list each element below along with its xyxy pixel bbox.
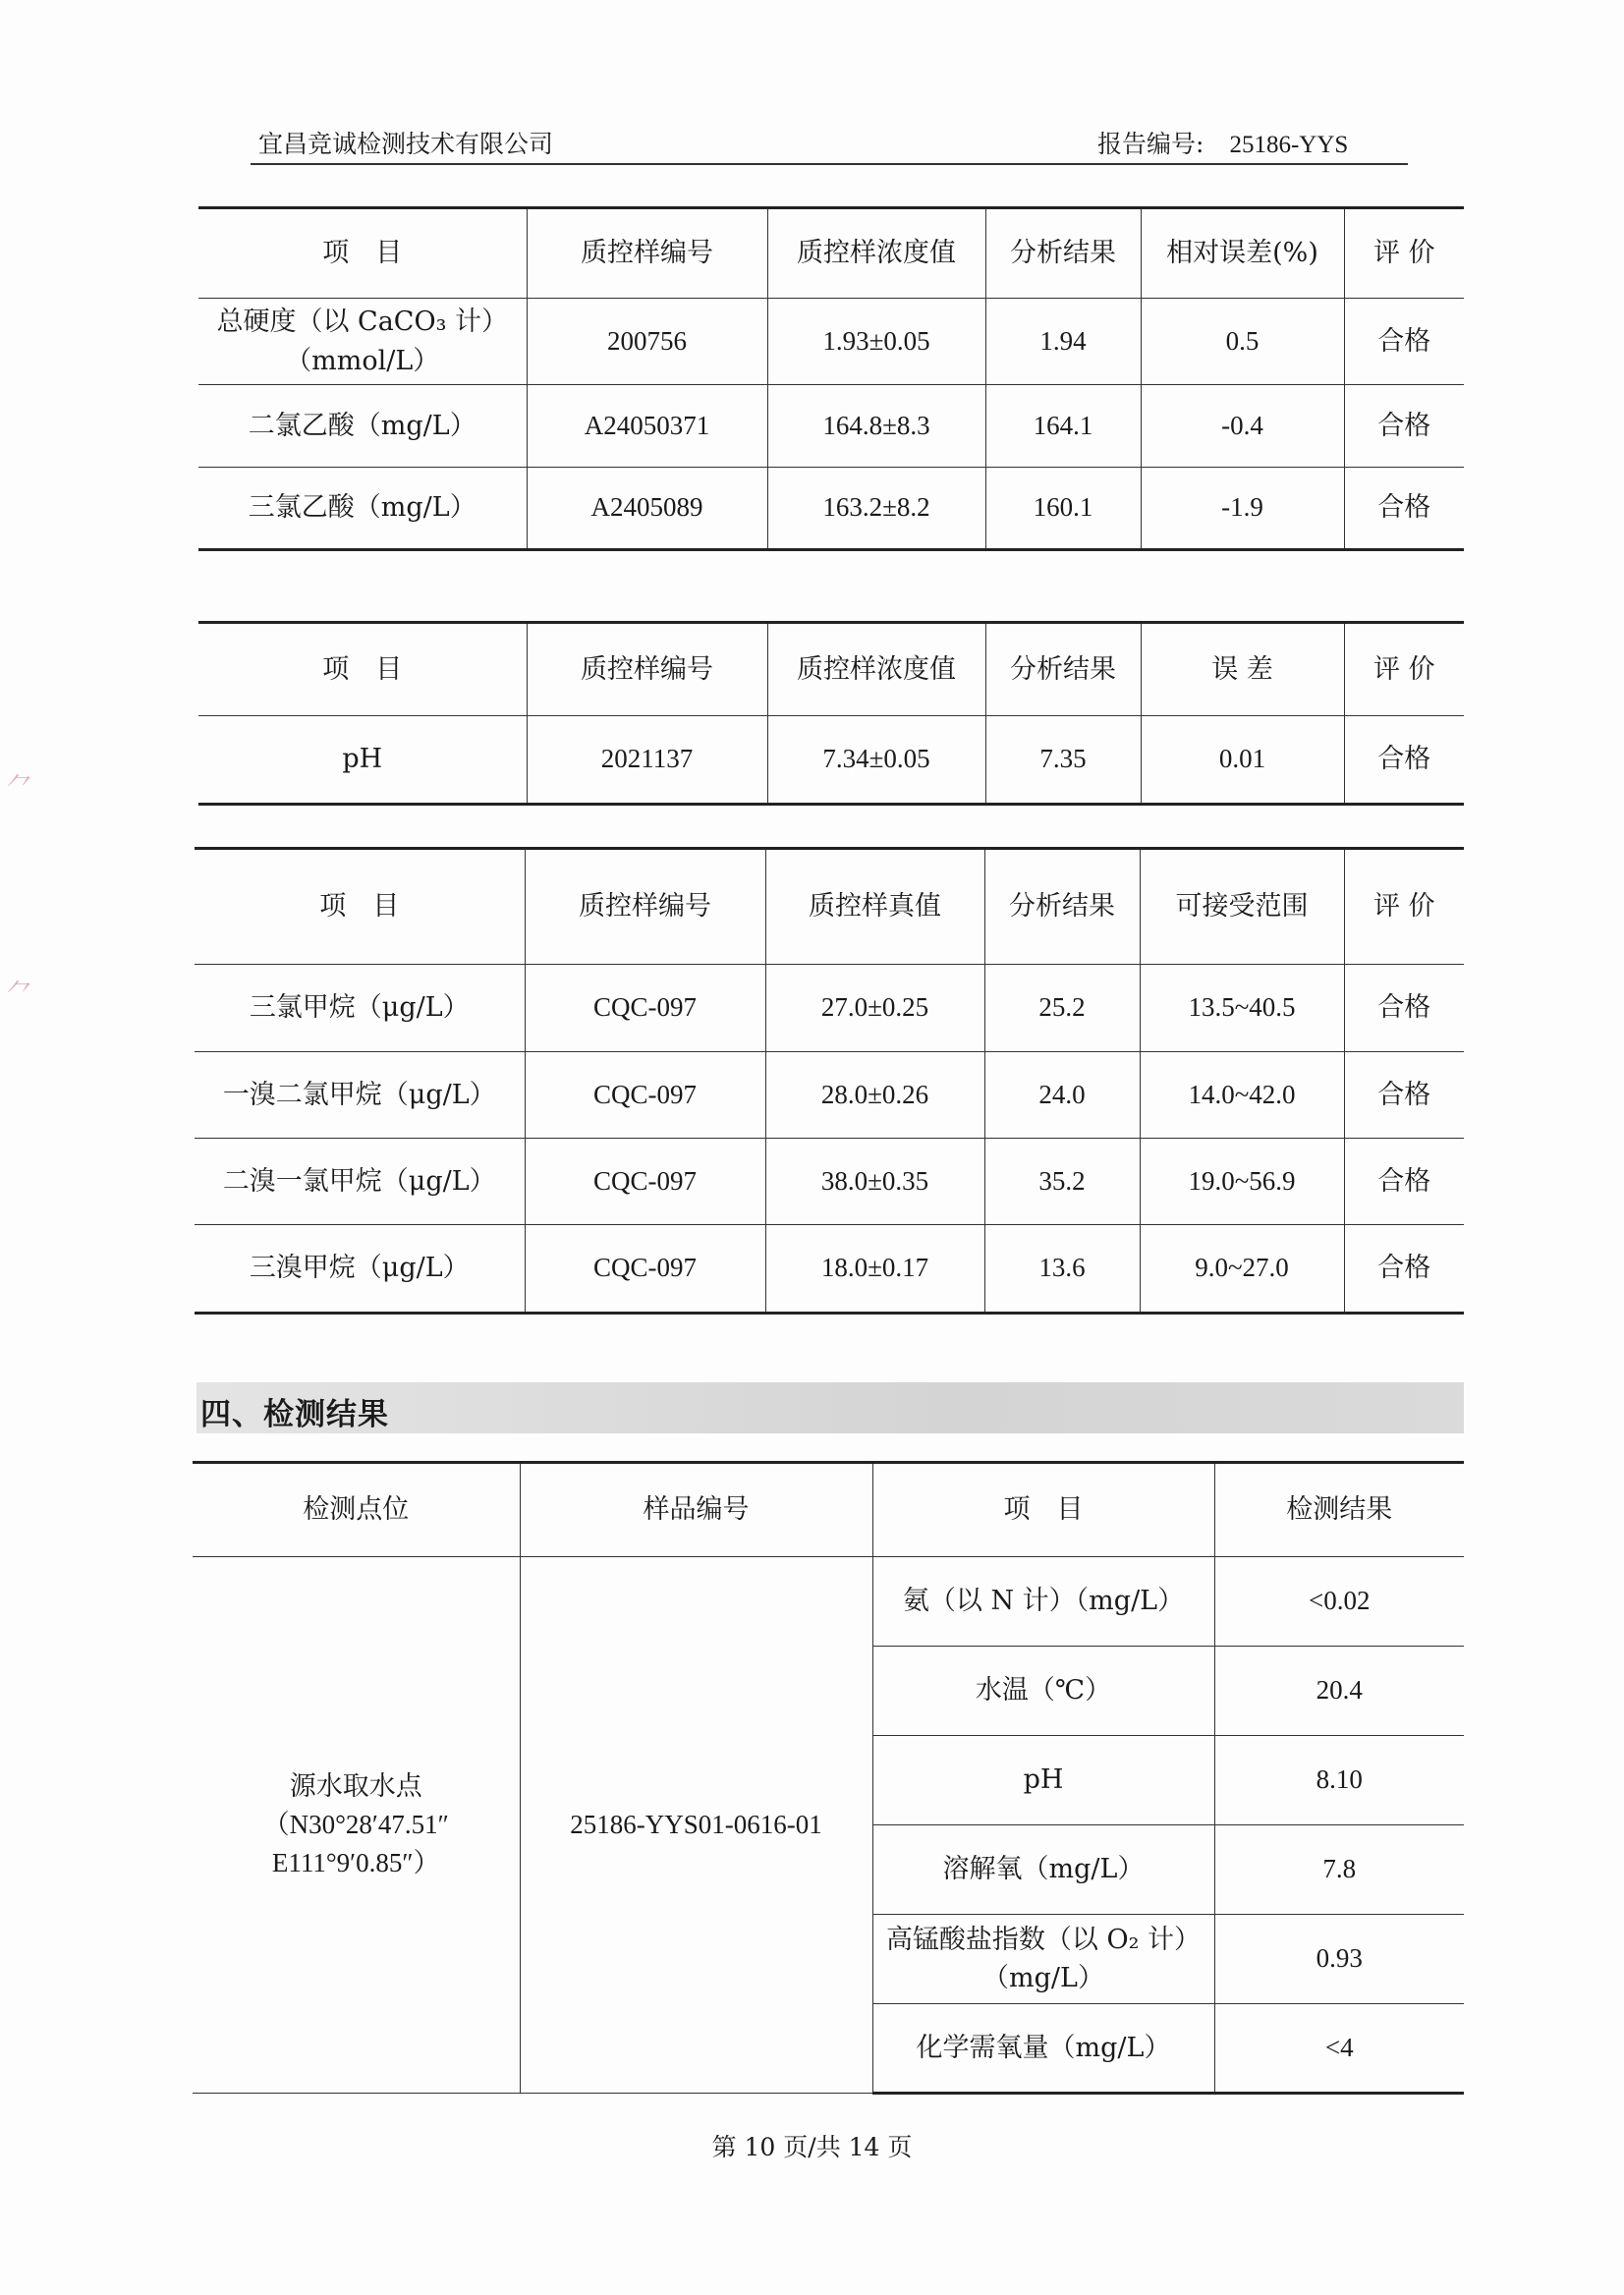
result-cell: 1.94 [985,299,1141,385]
col-result: 分析结果 [985,623,1141,716]
table-row [198,468,1464,550]
item-cell: 三溴甲烷（μg/L） [195,1225,525,1314]
table-row [198,385,1464,468]
col-eval: 评 价 [1344,849,1464,965]
qc-table-trihalomethanes [195,847,1464,1315]
table-row [195,1225,1464,1314]
table-row [195,1052,1464,1139]
item-cell: 化学需氧量（mg/L） [872,2004,1214,2094]
stamp-mark: ⺈ [6,978,34,1010]
range-cell: 14.0~42.0 [1140,1052,1344,1139]
col-item: 项 目 [195,849,525,965]
report-number-value: 25186-YYS [1229,132,1349,158]
eval-cell: 合格 [1344,716,1464,805]
result-cell: 8.10 [1214,1736,1464,1825]
col-sample-id: 样品编号 [520,1463,872,1557]
result-cell: <4 [1214,2004,1464,2094]
item-cell: 三氯乙酸（mg/L） [198,468,527,550]
item-cell: 水温（℃） [872,1647,1214,1736]
table-row [193,1557,1464,1647]
section-title: 四、检测结果 [200,1397,389,1432]
header-rule [251,163,1408,165]
qc-id-cell: CQC-097 [525,1225,765,1314]
result-cell: 13.6 [984,1225,1140,1314]
col-qc-conc: 质控样浓度值 [767,623,985,716]
col-qc-id: 质控样编号 [525,849,765,965]
qc-table-relative-error [198,206,1464,551]
eval-cell: 合格 [1344,1225,1464,1314]
qc-true-value-cell: 27.0±0.25 [765,965,984,1052]
qc-id-cell: A2405089 [527,468,767,550]
qc-id-cell: CQC-097 [525,1052,765,1139]
item-cell: 高锰酸盐指数（以 O₂ 计）（mg/L） [872,1915,1214,2004]
item-cell: 一溴二氯甲烷（μg/L） [195,1052,525,1139]
result-cell: 164.1 [985,385,1141,468]
col-result: 分析结果 [985,208,1141,299]
eval-cell: 合格 [1344,1052,1464,1139]
result-cell: 160.1 [985,468,1141,550]
col-eval: 评 价 [1344,623,1464,716]
eval-cell: 合格 [1344,299,1464,385]
result-cell: 35.2 [984,1139,1140,1225]
item-cell: 总硬度（以 CaCO₃ 计）（mmol/L） [198,299,527,385]
qc-conc-cell: 1.93±0.05 [767,299,985,385]
qc-conc-cell: 163.2±8.2 [767,468,985,550]
col-eval: 评 价 [1344,208,1464,299]
col-qc-id: 质控样编号 [527,208,767,299]
error-cell: 0.5 [1141,299,1344,385]
error-cell: -1.9 [1141,468,1344,550]
location-cell [193,1557,520,2094]
eval-cell: 合格 [1344,1139,1464,1225]
stamp-mark: ⺈ [6,771,34,804]
range-cell: 13.5~40.5 [1140,965,1344,1052]
qc-id-cell: CQC-097 [525,1139,765,1225]
table-row [195,965,1464,1052]
eval-cell: 合格 [1344,385,1464,468]
item-cell: pH [198,716,527,805]
item-cell: 氨（以 N 计）（mg/L） [872,1557,1214,1647]
table-header-row [198,208,1464,299]
qc-id-cell: 2021137 [527,716,767,805]
result-cell: 20.4 [1214,1647,1464,1736]
col-qc-conc: 质控样浓度值 [767,208,985,299]
qc-conc-cell: 7.34±0.05 [767,716,985,805]
table-header-row [193,1463,1464,1557]
col-qc-id: 质控样编号 [527,623,767,716]
error-cell: -0.4 [1141,385,1344,468]
col-item: 项 目 [198,623,527,716]
result-cell: 0.93 [1214,1915,1464,2004]
result-cell: 25.2 [984,965,1140,1052]
qc-table-ph [198,621,1464,806]
range-cell: 9.0~27.0 [1140,1225,1344,1314]
location-name: 源水取水点 [289,1770,422,1802]
qc-true-value-cell: 38.0±0.35 [765,1139,984,1225]
report-number [1097,125,1348,160]
col-item: 项 目 [198,208,527,299]
table-row [198,716,1464,805]
qc-conc-cell: 164.8±8.3 [767,385,985,468]
col-rel-error: 相对误差(%) [1141,208,1344,299]
result-cell: 24.0 [984,1052,1140,1139]
location-coord-e: E111°9′0.85″） [271,1848,440,1878]
col-detection-result: 检测结果 [1214,1463,1464,1557]
report-number-label: 报告编号: [1097,130,1204,158]
qc-true-value-cell: 28.0±0.26 [765,1052,984,1139]
table-header-row [198,623,1464,716]
table-row [198,299,1464,385]
qc-id-cell: CQC-097 [525,965,765,1052]
col-qc-true-value: 质控样真值 [765,849,984,965]
qc-true-value-cell: 18.0±0.17 [765,1225,984,1314]
result-cell: <0.02 [1214,1557,1464,1647]
item-cell: 二氯乙酸（mg/L） [198,385,527,468]
range-cell: 19.0~56.9 [1140,1139,1344,1225]
item-cell: 三氯甲烷（μg/L） [195,965,525,1052]
eval-cell: 合格 [1344,965,1464,1052]
table-row [195,1139,1464,1225]
result-cell: 7.35 [985,716,1141,805]
result-cell: 7.8 [1214,1825,1464,1915]
col-result: 分析结果 [984,849,1140,965]
col-item: 项 目 [872,1463,1214,1557]
table-header-row [195,849,1464,965]
location-coord-n: （N30°28′47.51″ [262,1809,449,1839]
eval-cell: 合格 [1344,468,1464,550]
qc-id-cell: 200756 [527,299,767,385]
qc-id-cell: A24050371 [527,385,767,468]
page-number: 第 10 页/共 14 页 [711,2133,913,2161]
item-cell: 溶解氧（mg/L） [872,1825,1214,1915]
error-cell: 0.01 [1141,716,1344,805]
detection-results-table [193,1461,1464,2095]
col-error: 误 差 [1141,623,1344,716]
item-cell: pH [872,1736,1214,1825]
item-cell: 二溴一氯甲烷（μg/L） [195,1139,525,1225]
sample-id-cell: 25186-YYS01-0616-01 [520,1557,872,2094]
col-acceptable-range: 可接受范围 [1140,849,1344,965]
col-location: 检测点位 [193,1463,520,1557]
company-name: 宜昌竞诚检测技术有限公司 [258,130,554,158]
